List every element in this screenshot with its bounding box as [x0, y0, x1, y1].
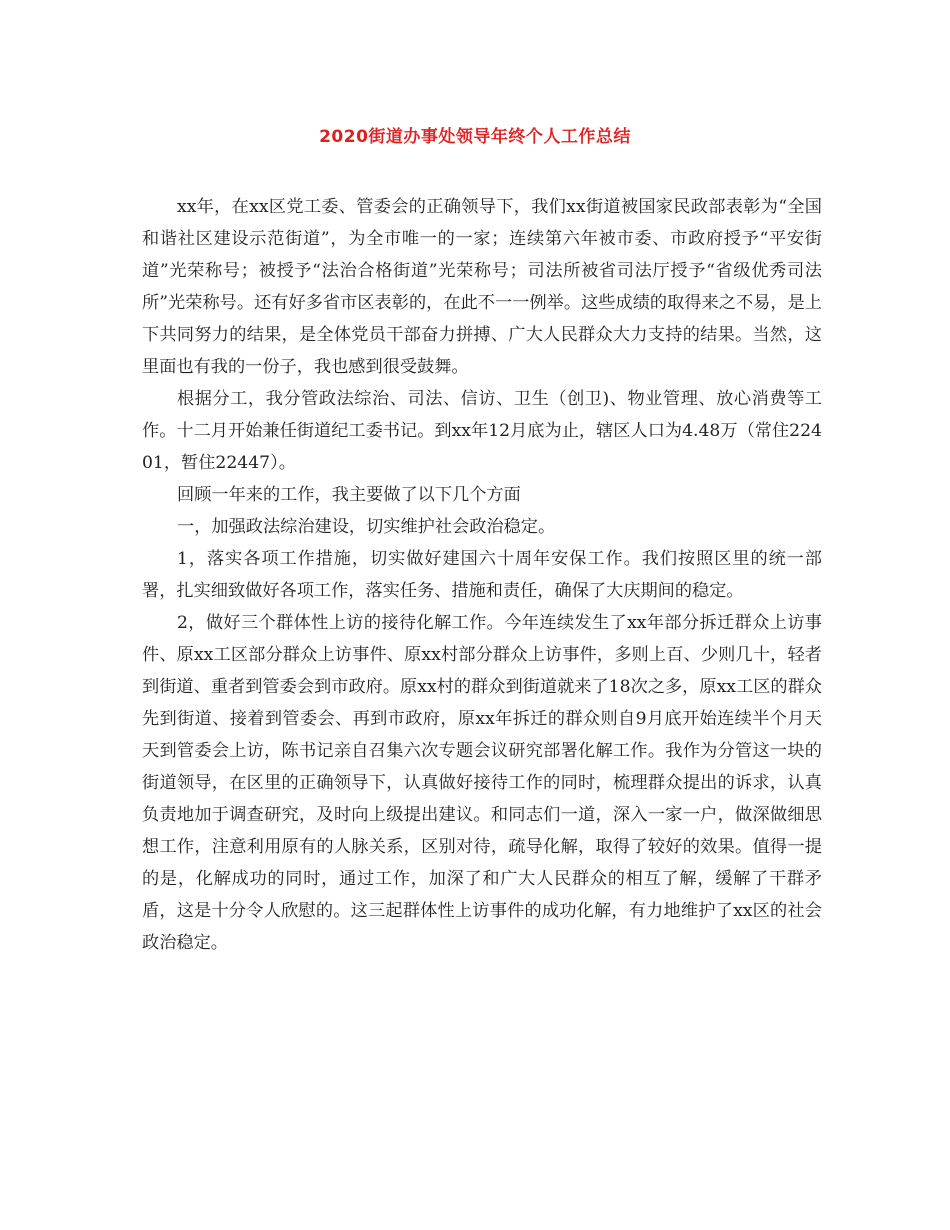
document-body [142, 191, 822, 959]
paragraph-item-1: 1，落实各项工作措施，切实做好建国六十周年安保工作。我们按照区里的统一部署，扎实细致做好各项工作，落实任务、措施和责任，确保了大庆期间的稳定。 [142, 549, 822, 601]
section-heading-1: 一，加强政法综治建设，切实维护社会政治稳定。 [177, 517, 556, 537]
paragraph-review: 回顾一年来的工作，我主要做了以下几个方面 [177, 485, 521, 505]
document-title: 2020街道办事处领导年终个人工作总结 [319, 127, 631, 147]
paragraph-division: 根据分工，我分管政法综治、司法、信访、卫生（创卫)、物业管理、放心消费等工作。十二月开始兼任街道纪工委书记。到xx年12月底为止，辖区人口为4.48万（常住22401，暂住22447）。 [142, 389, 822, 473]
paragraph-intro: xx年，在xx区党工委、管委会的正确领导下，我们xx街道被国家民政部表彰为“全国和谐社区建设示范街道”，为全市唯一的一家；连续第六年被市委、市政府授予“平安街道”光荣称号；被授予“法治合格街道”光荣称号；司法所被省司法厅授予“省级优秀司法所”光荣称号。还有好多省市区表彰的，在此不一一例举。这些成绩的取得来之不易，是上下共同努力的结果，是全体党员干部奋力拼搏、广大人民群众大力支持的结果。当然，这里面也有我的一份子，我也感到很受鼓舞。 [142, 197, 822, 377]
paragraph-item-2: 2，做好三个群体性上访的接待化解工作。今年连续发生了xx年部分拆迁群众上访事件、原xx工区部分群众上访事件、原xx村部分群众上访事件，多则上百、少则几十，轻者到街道、重者到管委会到市政府。原xx村的群众到街道就来了18次之多，原xx工区的群众先到街道、接着到管委会、再到市政府，原xx年拆迁的群众则自9月底开始连续半个月天天到管委会上访，陈书记亲自召集六次专题会议研究部署化解工作。我作为分管这一块的街道领导，在区里的正确领导下，认真做好接待工作的同时，梳理群众提出的诉求，认真负责地加于调查研究，及时向上级提出建议。和同志们一道，深入一家一户，做深做细思想工作，注意利用原有的人脉关系，区别对待，疏导化解，取得了较好的效果。值得一提的是，化解成功的同时，通过工作，加深了和广大人民群众的相互了解，缓解了干群矛盾，这是十分令人欣慰的。这三起群体性上访事件的成功化解，有力地维护了xx区的社会政治稳定。 [142, 613, 822, 953]
